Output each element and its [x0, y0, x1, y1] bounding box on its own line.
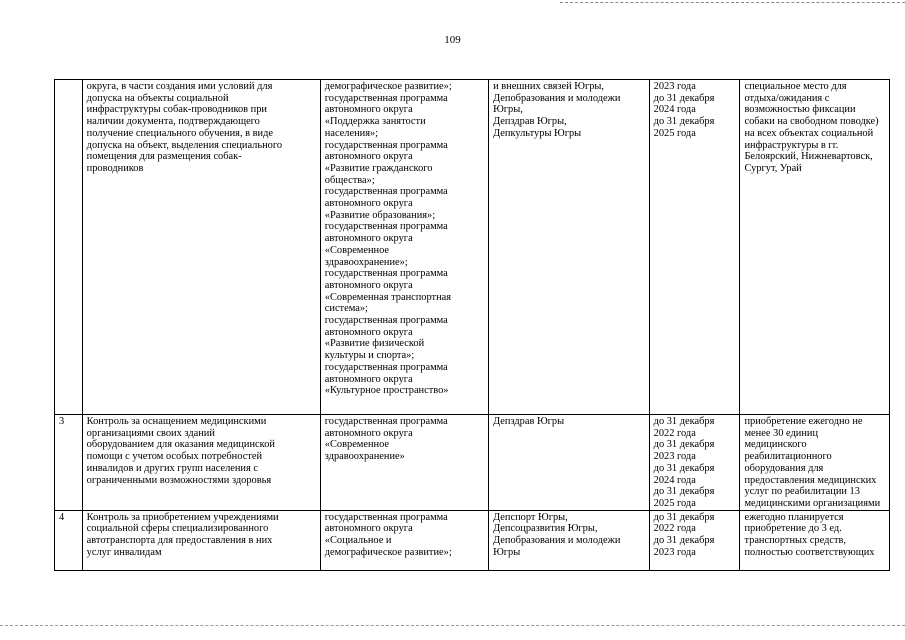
cell-text-line: демографическое развитие»;: [324, 546, 452, 558]
cell-text-line: демографическое развитие»;: [324, 81, 452, 92]
responsible-executors-cell: [489, 80, 650, 415]
cell-text-line: до 31 декабря: [653, 462, 715, 474]
cell-text-line: Контроль за приобретением учреждениями: [86, 511, 279, 523]
cell-text-line: автономного округа: [324, 427, 413, 439]
row-number-cell: [55, 80, 83, 415]
cell-text-line: оборудования для: [744, 462, 824, 474]
page-number: 109: [444, 34, 461, 46]
cell-text-line: получение специального обучения, в виде: [86, 127, 274, 139]
cell-text-line: автономного округа: [324, 151, 413, 163]
cell-text-line: оборудованием для оказания медицинской: [86, 439, 275, 451]
cell-text-line: 2024 года: [653, 474, 696, 486]
scan-edge-line-top: [560, 2, 905, 3]
cell-text-line: возможностью фиксации: [744, 104, 856, 116]
deadline-cell: [649, 415, 740, 511]
cell-text-line: ограниченными возможностями здоровья: [86, 474, 272, 486]
row-number-cell: [55, 510, 83, 570]
cell-text-line: автономного округа: [324, 198, 413, 210]
event-description-cell: [82, 415, 320, 511]
cell-text-line: инвалидов и других групп населения с: [86, 462, 258, 474]
event-description-cell: [82, 510, 320, 570]
cell-text-line: полностью соответствующих: [744, 546, 875, 558]
cell-text-line: населения»;: [324, 127, 379, 139]
cell-text-line: государственная программа: [324, 315, 448, 327]
cell-text-line: общества»;: [324, 174, 375, 186]
cell-text-line: до 31 декабря: [653, 416, 715, 427]
cell-text-line: автономного округа: [324, 279, 413, 291]
table-row: [55, 80, 890, 415]
scan-edge-line-bottom: [0, 625, 905, 626]
cell-text-line: инфраструктуры собак-проводников при: [86, 104, 267, 116]
cell-text-line: инфраструктуры в гг.: [744, 139, 839, 151]
cell-text-line: и внешних связей Югры,: [493, 81, 604, 92]
cell-text-line: менее 30 единиц: [744, 427, 819, 439]
cell-text-line: помещения для размещения собак-: [86, 151, 242, 163]
cell-text-line: автотранспорта для предоставления в них: [86, 535, 273, 547]
cell-text-line: организациями своих зданий: [86, 427, 215, 439]
cell-text-line: услуг инвалидам: [86, 546, 162, 558]
cell-text-line: 2022 года: [653, 427, 696, 439]
cell-text-line: 2023 года: [653, 81, 696, 92]
cell-text-line: автономного округа: [324, 523, 413, 535]
cell-text-line: государственная программа: [324, 186, 448, 198]
cell-text-line: Депобразования и молодежи: [493, 535, 621, 547]
cell-text-line: Депздрав Югры: [493, 416, 565, 427]
cell-text-line: автономного округа: [324, 326, 413, 338]
cell-text-line: 2024 года: [653, 104, 696, 116]
cell-text-line: «Развитие гражданского: [324, 162, 433, 174]
cell-text-line: проводников: [86, 162, 144, 174]
table-row: [55, 510, 890, 570]
cell-text-line: Сургут, Урай: [744, 162, 802, 174]
cell-text-line: приобретение ежегодно не: [744, 416, 863, 427]
responsible-executors-cell: [489, 415, 650, 511]
cell-text-line: помощи с учетом особых потребностей: [86, 451, 263, 463]
cell-text-line: государственная программа: [324, 361, 448, 373]
cell-text-line: медицинскими организациями: [744, 497, 881, 509]
cell-text-line: государственная программа: [324, 221, 448, 233]
cell-text-line: предоставления медицинских: [744, 474, 877, 486]
cell-text-line: Депздрав Югры,: [493, 116, 567, 128]
cell-text-line: государственная программа: [324, 139, 448, 151]
cell-text-line: «Поддержка занятости: [324, 116, 426, 128]
cell-text-line: Депсоцразвития Югры,: [493, 523, 598, 535]
cell-text-line: до 31 декабря: [653, 92, 715, 104]
expected-result-cell: [740, 80, 890, 415]
cell-text-line: культуры и спорта»;: [324, 350, 415, 362]
cell-text-line: до 31 декабря: [653, 439, 715, 451]
cell-text-line: «Развитие физической: [324, 338, 425, 350]
state-program-cell: [320, 80, 488, 415]
event-description-cell: [82, 80, 320, 415]
cell-text-line: Депкультуры Югры: [493, 127, 582, 139]
cell-text-line: социальной сферы специализированного: [86, 523, 269, 535]
cell-text-line: «Социальное и: [324, 535, 392, 547]
table-row: [55, 415, 890, 511]
cell-text-line: специальное место для: [744, 81, 847, 92]
responsible-executors-cell: [489, 510, 650, 570]
cell-text-line: автономного округа: [324, 233, 413, 245]
cell-text-line: до 31 декабря: [653, 511, 715, 523]
cell-text-line: на всех объектах социальной: [744, 127, 874, 139]
cell-text-line: 2022 года: [653, 523, 696, 535]
cell-text-line: 2023 года: [653, 451, 696, 463]
cell-text-line: Югры: [493, 546, 521, 558]
state-program-cell: [320, 415, 488, 511]
cell-text-line: собаки на свободном поводке): [744, 116, 879, 128]
row-number-cell: [55, 415, 83, 511]
cell-text-line: здравоохранение»: [324, 451, 405, 463]
cell-text: 4: [59, 511, 65, 523]
deadline-cell: [649, 510, 740, 570]
cell-text-line: «Культурное пространство»: [324, 385, 449, 397]
cell-text-line: 2025 года: [653, 127, 696, 139]
cell-text-line: «Современное: [324, 244, 390, 256]
cell-text-line: государственная программа: [324, 511, 448, 523]
cell-text-line: автономного округа: [324, 104, 413, 116]
cell-text-line: Депспорт Югры,: [493, 511, 568, 523]
cell-text-line: допуска на объект, выделения специального: [86, 139, 283, 151]
state-program-cell: [320, 510, 488, 570]
cell-text-line: реабилитационного: [744, 451, 832, 463]
deadline-cell: [649, 80, 740, 415]
cell-text-line: государственная программа: [324, 92, 448, 104]
cell-text-line: «Развитие образования»;: [324, 209, 436, 221]
cell-text-line: до 31 декабря: [653, 535, 715, 547]
cell-text-line: Белоярский, Нижневартовск,: [744, 151, 873, 163]
cell-text-line: 2023 года: [653, 546, 696, 558]
cell-text-line: услуг по реабилитации 13: [744, 486, 860, 498]
cell-text-line: Контроль за оснащением медицинскими: [86, 416, 267, 427]
cell-text-line: «Современная транспортная: [324, 291, 452, 303]
cell-text-line: автономного округа: [324, 373, 413, 385]
cell-text-line: отдыха/ожидания с: [744, 92, 830, 104]
cell-text-line: система»;: [324, 303, 368, 315]
cell-text-line: Депобразования и молодежи: [493, 92, 621, 104]
cell-text-line: допуска на объекты социальной: [86, 92, 229, 104]
measures-table-body: [55, 80, 890, 571]
cell-text: 3: [59, 416, 65, 427]
cell-text-line: государственная программа: [324, 416, 448, 427]
cell-text-line: округа, в части создания ими условий для: [86, 81, 273, 92]
cell-text-line: до 31 декабря: [653, 486, 715, 498]
cell-text-line: здравоохранение»;: [324, 256, 408, 268]
cell-text-line: приобретение до 3 ед.: [744, 523, 842, 535]
cell-text-line: до 31 декабря: [653, 116, 715, 128]
cell-text-line: наличии документа, подтверждающего: [86, 116, 260, 128]
cell-text-line: медицинского: [744, 439, 807, 451]
cell-text-line: 2025 года: [653, 497, 696, 509]
cell-text-line: государственная программа: [324, 268, 448, 280]
measures-table: [54, 79, 890, 571]
cell-text-line: Югры,: [493, 104, 523, 116]
cell-text-line: транспортных средств,: [744, 535, 847, 547]
cell-text-line: «Современное: [324, 439, 390, 451]
expected-result-cell: [740, 415, 890, 511]
cell-text-line: ежегодно планируется: [744, 511, 844, 523]
expected-result-cell: [740, 510, 890, 570]
